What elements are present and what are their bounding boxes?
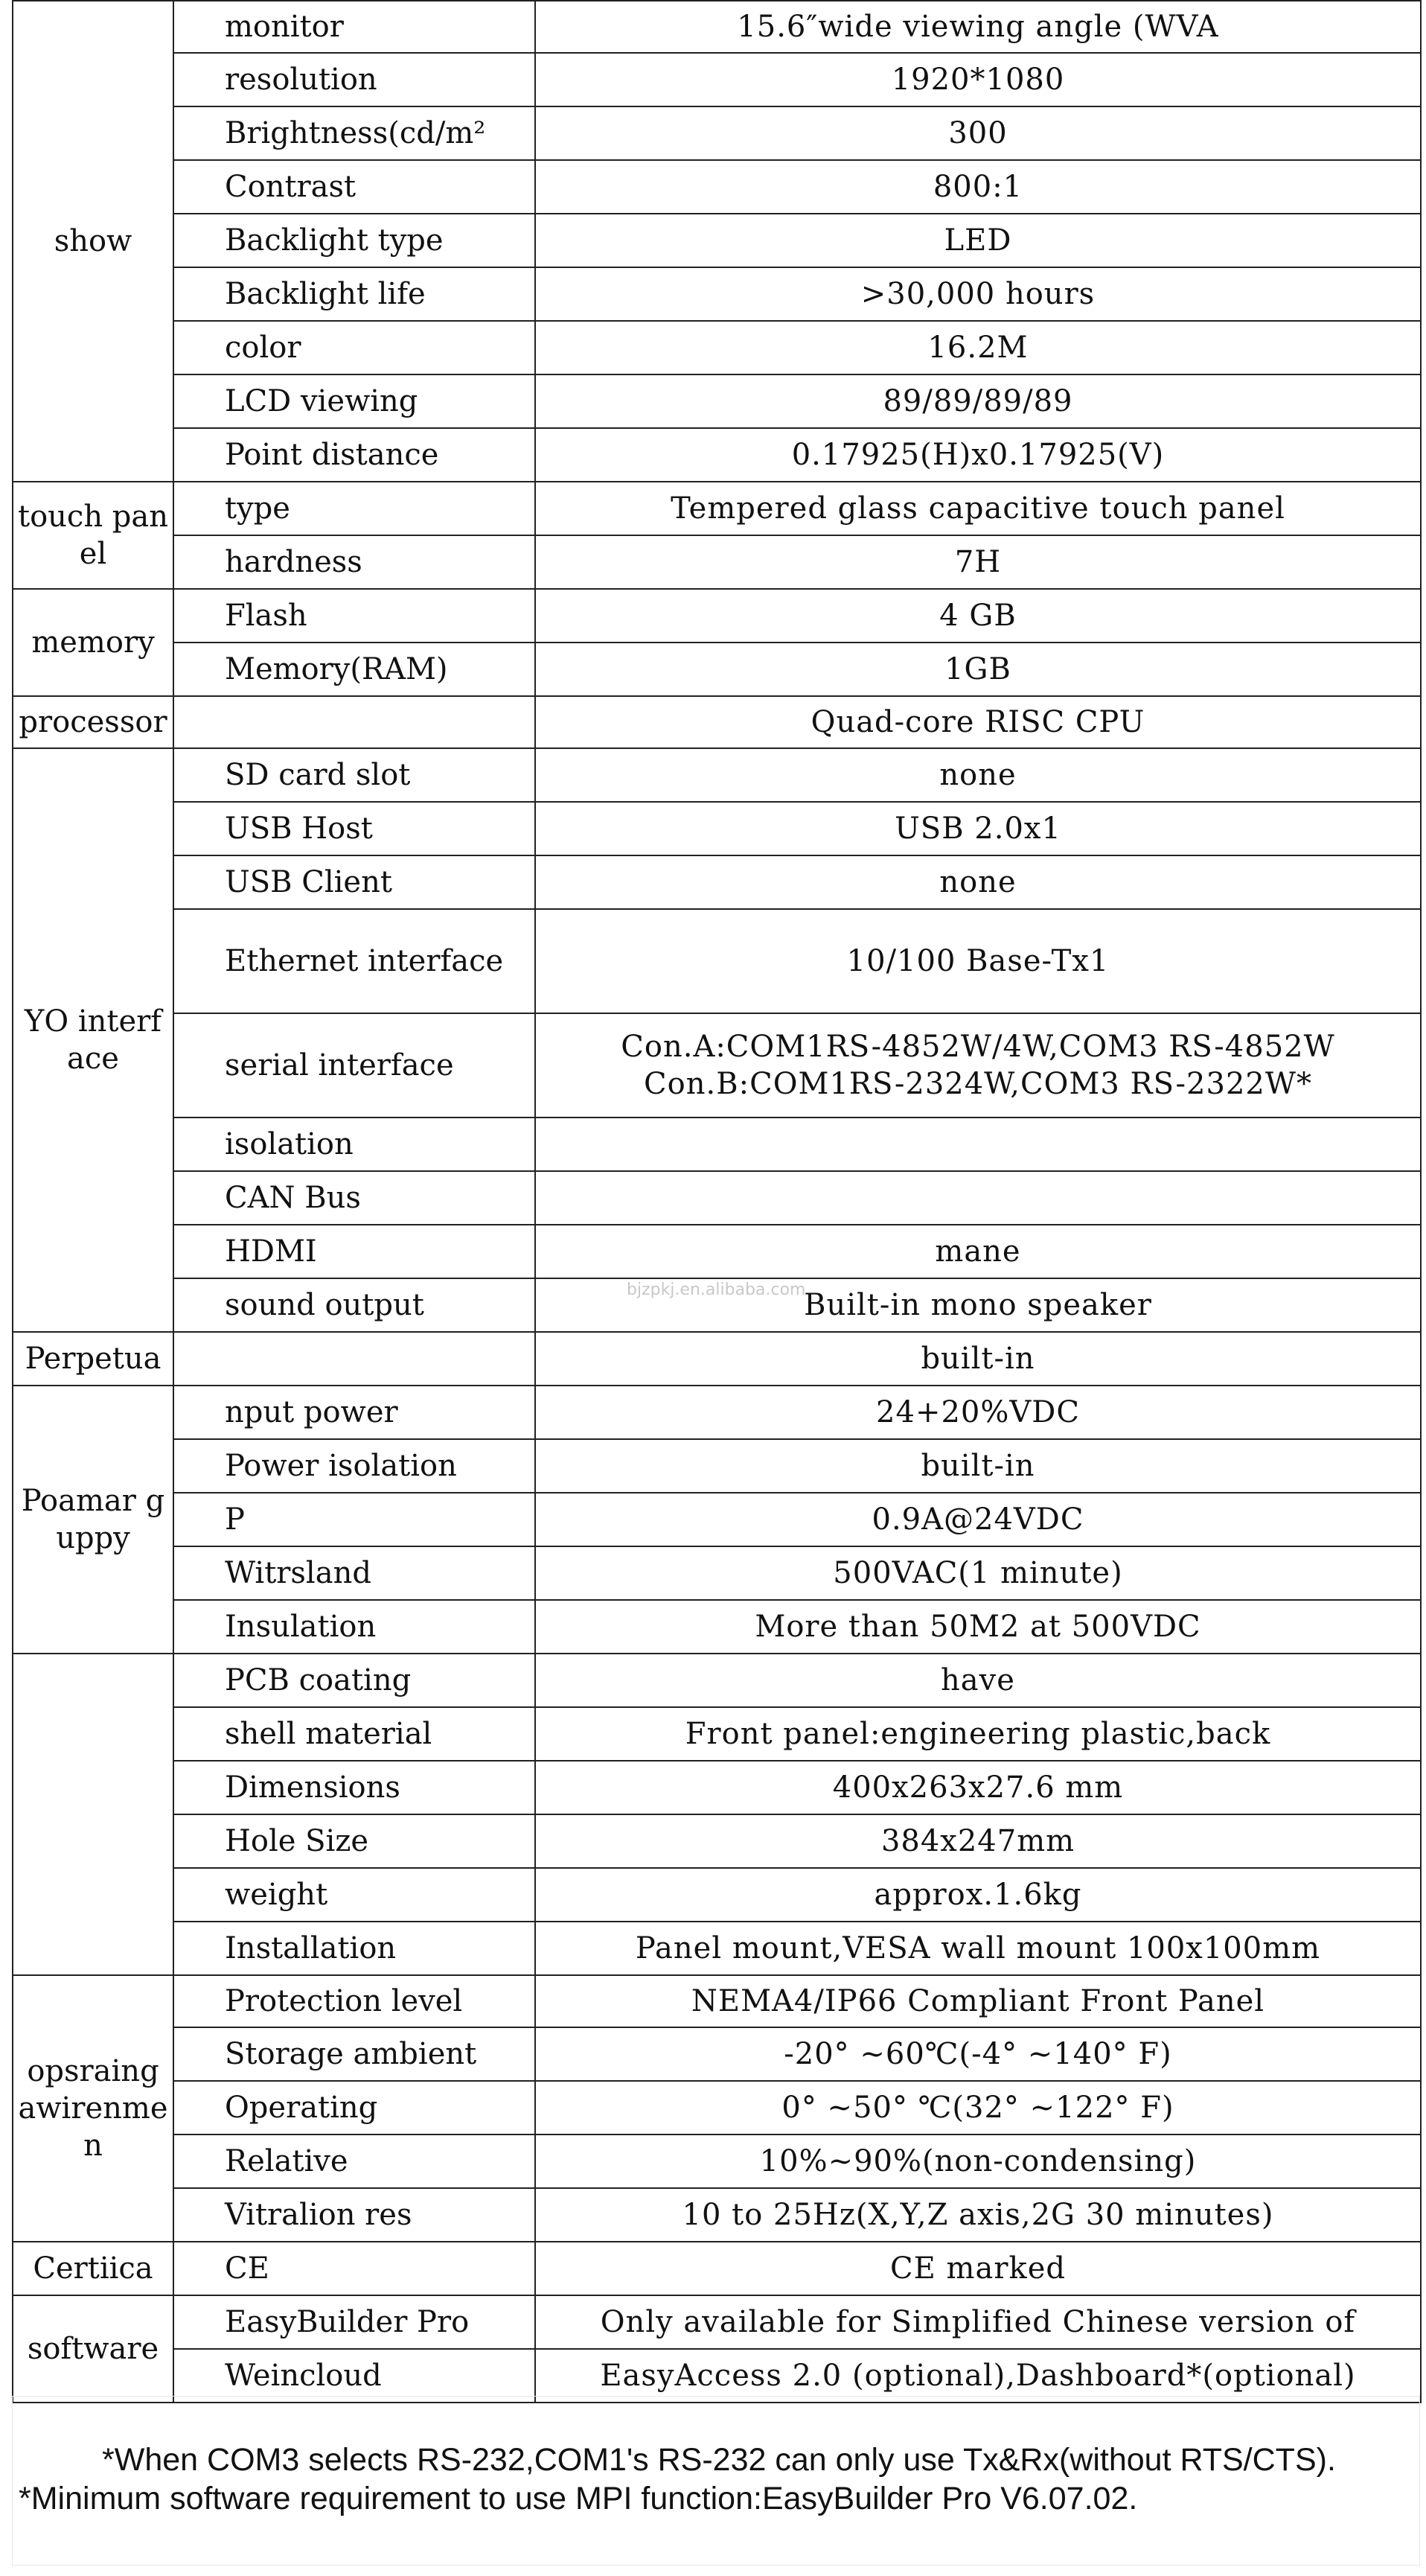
spec-value: 0.9A@24VDC: [535, 1493, 1421, 1546]
spec-label: weight: [173, 1868, 535, 1922]
table-row: [13, 2081, 1421, 2135]
table-row: [13, 1922, 1421, 1975]
table-row: [13, 1171, 1421, 1225]
spec-value: 10%~90%(non-condensing): [535, 2135, 1421, 2188]
spec-label: Contrast: [173, 160, 535, 214]
spec-value: [535, 1118, 1421, 1171]
spec-value: 89/89/89/89: [535, 374, 1421, 428]
spec-label: Weincloud: [173, 2349, 535, 2403]
category-cell: show: [13, 1, 173, 482]
table-row: [13, 1546, 1421, 1600]
spec-value: 384x247mm: [535, 1814, 1421, 1868]
table-row: [13, 535, 1421, 589]
spec-label: Installation: [173, 1922, 535, 1975]
spec-value: USB 2.0x1: [535, 802, 1421, 855]
spec-label: Witrsland: [173, 1546, 535, 1600]
spec-label: Memory(RAM): [173, 643, 535, 696]
spec-value: 15.6″wide viewing angle (WVA: [535, 1, 1421, 53]
table-row: [13, 1013, 1421, 1118]
spec-table: [12, 0, 1422, 2403]
spec-value: LED: [535, 214, 1421, 267]
spec-label: HDMI: [173, 1225, 535, 1278]
spec-value: none: [535, 748, 1421, 802]
table-row: [13, 589, 1421, 643]
table-row: [13, 2295, 1421, 2349]
spec-label: USB Host: [173, 802, 535, 855]
spec-label: [173, 1332, 535, 1386]
spec-label: Operating: [173, 2081, 535, 2135]
table-row: [13, 1975, 1421, 2027]
spec-value: have: [535, 1654, 1421, 1707]
footnote-mpi: *Minimum software requirement to use MPI function:EasyBuilder Pro V6.07.02.: [19, 2480, 1138, 2516]
table-row: [13, 696, 1421, 748]
spec-label: Point distance: [173, 428, 535, 482]
spec-label: CAN Bus: [173, 1171, 535, 1225]
spec-value: mane: [535, 1225, 1421, 1278]
spec-value: Built-in mono speaker: [535, 1278, 1421, 1332]
table-row: [13, 53, 1421, 106]
table-row: [13, 1439, 1421, 1493]
spec-label: Storage ambient: [173, 2027, 535, 2081]
table-row: [13, 855, 1421, 909]
spec-value: NEMA4/IP66 Compliant Front Panel: [535, 1975, 1421, 2027]
table-row: [13, 1868, 1421, 1922]
table-row: [13, 1493, 1421, 1546]
spec-value: EasyAccess 2.0 (optional),Dashboard*(optional): [535, 2349, 1421, 2403]
table-row: [13, 321, 1421, 374]
spec-label: shell material: [173, 1707, 535, 1761]
spec-value: 0° ~50° ℃(32° ~122° F): [535, 2081, 1421, 2135]
spec-label: [173, 696, 535, 748]
spec-label: serial interface: [173, 1013, 535, 1118]
spec-label: Backlight life: [173, 267, 535, 321]
spec-value: 500VAC(1 minute): [535, 1546, 1421, 1600]
spec-label: resolution: [173, 53, 535, 106]
table-row: [13, 802, 1421, 855]
table-row: [13, 1707, 1421, 1761]
spec-value: 300: [535, 106, 1421, 160]
spec-value: approx.1.6kg: [535, 1868, 1421, 1922]
table-row: [13, 267, 1421, 321]
spec-label: isolation: [173, 1118, 535, 1171]
spec-value-line: Con.B:COM1RS-2324W,COM3 RS-2322W*: [644, 1067, 1312, 1101]
category-cell: YO interface: [13, 748, 173, 1332]
table-row: [13, 1118, 1421, 1171]
table-row: [13, 2188, 1421, 2242]
spec-value: 16.2M: [535, 321, 1421, 374]
spec-label: Relative: [173, 2135, 535, 2188]
spec-label: LCD viewing: [173, 374, 535, 428]
table-row: [13, 2242, 1421, 2295]
spec-label: sound output: [173, 1278, 535, 1332]
table-row: [13, 106, 1421, 160]
spec-value: 24+20%VDC: [535, 1386, 1421, 1439]
spec-value: 4 GB: [535, 589, 1421, 643]
spec-value: Quad-core RISC CPU: [535, 696, 1421, 748]
spec-label: hardness: [173, 535, 535, 589]
spec-value: 1GB: [535, 643, 1421, 696]
table-row: [13, 1332, 1421, 1386]
table-row: [13, 909, 1421, 1013]
spec-label: Backlight type: [173, 214, 535, 267]
spec-label: Hole Size: [173, 1814, 535, 1868]
table-row: [13, 2349, 1421, 2403]
table-row: [13, 2027, 1421, 2081]
spec-value: 400x263x27.6 mm: [535, 1761, 1421, 1814]
spec-value: More than 50M2 at 500VDC: [535, 1600, 1421, 1654]
spec-label: Dimensions: [173, 1761, 535, 1814]
table-row: [13, 643, 1421, 696]
category-cell: Perpetua: [13, 1332, 173, 1386]
spec-label: Ethernet interface: [173, 909, 535, 1013]
table-row: [13, 1654, 1421, 1707]
footnotes: [12, 2396, 1420, 2566]
table-row: [13, 1761, 1421, 1814]
spec-label: Brightness(cd/m²: [173, 106, 535, 160]
spec-label: Flash: [173, 589, 535, 643]
table-row: [13, 160, 1421, 214]
spec-value-line: Con.A:COM1RS-4852W/4W,COM3 RS-4852W: [621, 1030, 1335, 1064]
category-cell: opsraing awirenmen: [13, 1975, 173, 2242]
spec-value: 10 to 25Hz(X,Y,Z axis,2G 30 minutes): [535, 2188, 1421, 2242]
spec-value: Only available for Simplified Chinese version of: [535, 2295, 1421, 2349]
spec-value: 7H: [535, 535, 1421, 589]
table-row: [13, 1814, 1421, 1868]
spec-value: none: [535, 855, 1421, 909]
spec-value: Tempered glass capacitive touch panel: [535, 482, 1421, 535]
table-row: [13, 1600, 1421, 1654]
footnote-com3: *When COM3 selects RS-232,COM1's RS-232 can only use Tx&Rx(without RTS/CTS).: [102, 2442, 1336, 2478]
category-cell: Certiica: [13, 2242, 173, 2295]
spec-value: 10/100 Base-Tx1: [535, 909, 1421, 1013]
table-row: [13, 482, 1421, 535]
category-cell: touch panel: [13, 482, 173, 589]
spec-value: built-in: [535, 1439, 1421, 1493]
spec-label: PCB coating: [173, 1654, 535, 1707]
spec-value: Front panel:engineering plastic,back: [535, 1707, 1421, 1761]
table-row: [13, 2135, 1421, 2188]
table-row: [13, 748, 1421, 802]
spec-label: Insulation: [173, 1600, 535, 1654]
spec-label: Power isolation: [173, 1439, 535, 1493]
spec-label: monitor: [173, 1, 535, 53]
category-cell: software: [13, 2295, 173, 2403]
category-cell: [13, 1654, 173, 1975]
spec-label: P: [173, 1493, 535, 1546]
spec-value: [535, 1013, 1421, 1118]
category-cell: processor: [13, 696, 173, 748]
spec-label: color: [173, 321, 535, 374]
spec-value: built-in: [535, 1332, 1421, 1386]
spec-value: -20° ~60℃(-4° ~140° F): [535, 2027, 1421, 2081]
spec-value: 800:1: [535, 160, 1421, 214]
spec-value: [535, 1171, 1421, 1225]
spec-value: Panel mount,VESA wall mount 100x100mm: [535, 1922, 1421, 1975]
spec-value: >30,000 hours: [535, 267, 1421, 321]
spec-label: nput power: [173, 1386, 535, 1439]
spec-label: CE: [173, 2242, 535, 2295]
table-row: [13, 1386, 1421, 1439]
watermark: bjzpkj.en.alibaba.com: [627, 1281, 806, 1299]
spec-label: EasyBuilder Pro: [173, 2295, 535, 2349]
table-row: [13, 428, 1421, 482]
spec-label: Vitralion res: [173, 2188, 535, 2242]
spec-value: CE marked: [535, 2242, 1421, 2295]
table-row: [13, 1, 1421, 53]
table-row: [13, 1225, 1421, 1278]
category-cell: memory: [13, 589, 173, 696]
spec-label: Protection level: [173, 1975, 535, 2027]
spec-value: 0.17925(H)x0.17925(V): [535, 428, 1421, 482]
spec-label: SD card slot: [173, 748, 535, 802]
category-cell: Poamar guppy: [13, 1386, 173, 1654]
table-row: [13, 214, 1421, 267]
table-row: [13, 374, 1421, 428]
spec-value: 1920*1080: [535, 53, 1421, 106]
spec-label: type: [173, 482, 535, 535]
spec-label: USB Client: [173, 855, 535, 909]
